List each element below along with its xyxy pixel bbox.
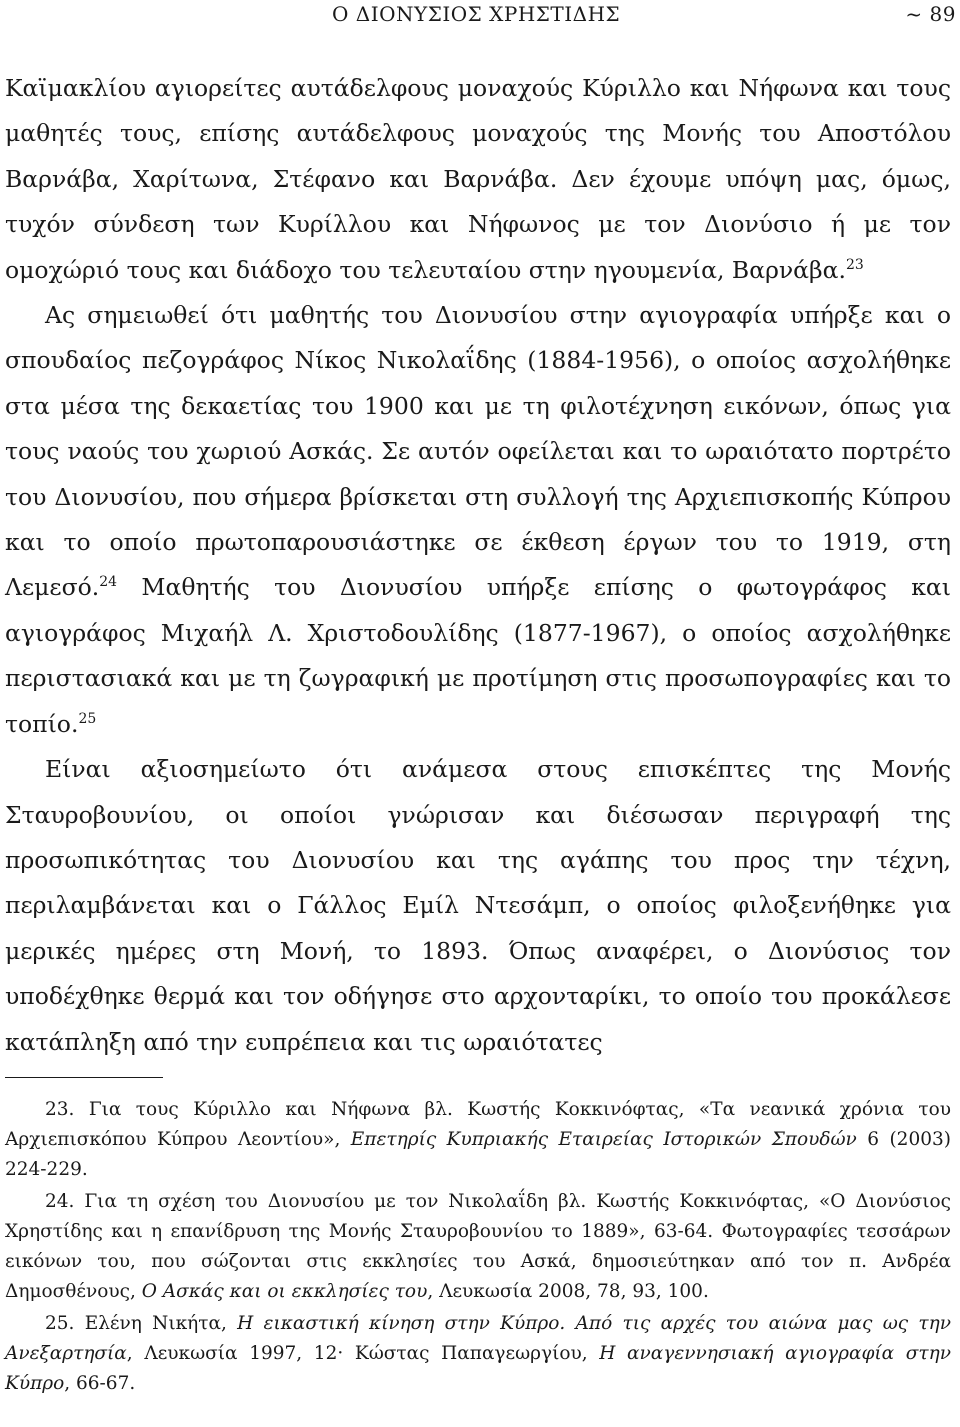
footnote-25-text-a: 25. Ελένη Νικήτα, bbox=[45, 1313, 238, 1334]
paragraph-1-text: Καϊμακλίου αγιορείτες αυτάδελφους μοναχούς Κύριλλο και Νήφωνα και τους μαθητές τους, επίσης αυτάδελφους μοναχούς της Μονής του Αποστόλου Βαρνάβα, Χαρίτωνα, Στέφανο και Βαρνάβα. Δεν έχουμε υπόψη μας, όμως, τυχόν σύνδεση των Κυρίλλου και Νήφωνος με τον Διονύσιο ή με τον ομοχώριό τους και διάδοχο του τελευταίου στην ηγουμενία, Βαρνάβα. bbox=[5, 74, 951, 284]
footnote-25-text-b: , Λευκωσία 1997, 12· Κώστας Παπαγεωργίου, bbox=[126, 1343, 600, 1364]
paragraph-2 bbox=[5, 293, 951, 747]
footnote-23-text-b: 6 (2003) 224-229. bbox=[5, 1129, 951, 1180]
paragraph-3-text: Είναι αξιοσημείωτο ότι ανάμεσα στους επισκέπτες της Μονής Σταυροβουνίου, οι οποίοι γνώρισαν και διέσωσαν περιγραφή της προσωπικότητας του Διονυσίου και της αγάπης του προς την τέχνη, περιλαμβάνεται και ο Γάλλος Εμίλ Ντεσάμπ, ο οποίος φιλοξενήθηκε για μερικές ημέρες στη Μονή, το 1893. Όπως αναφέρει, ο Διονύσιος τον υποδέχθηκε θερμά και τον οδήγησε στο αρχονταρίκι, το οποίο του προκάλεσε κατάπληξη από την ευπρέπεια και τις ωραιότατες bbox=[5, 755, 951, 1056]
running-title: Ο ΔΙΟΝΥΣΙΟΣ ΧΡΗΣΤΙΔΗΣ bbox=[332, 2, 621, 26]
footnote-separator bbox=[5, 1077, 163, 1078]
footnote-25-text-c: , 66-67. bbox=[64, 1373, 136, 1394]
paragraph-1 bbox=[5, 66, 951, 293]
footnote-24-text-b: , Λευκωσία 2008, 78, 93, 100. bbox=[427, 1281, 709, 1302]
body-text bbox=[5, 66, 951, 1065]
page-header bbox=[0, 2, 960, 32]
footnote-23-text-a: 23. Για τους Κύριλλο και Νήφωνα βλ. Κωστής Κοκκινόφτας, «Τα νεανικά χρόνια του Αρχιεπισκόπου Κύπρου Λεοντίου», bbox=[5, 1099, 951, 1150]
footnote-24-text-a: 24. Για τη σχέση του Διονυσίου με τον Νικολαΐδη βλ. Κωστής Κοκκινόφτας, «Ο Διονύσιος Χρηστίδης και η επανίδρυση της Μονής Σταυροβουνίου το 1889», 63-64. Φωτογραφίες τεσσάρων εικόνων του, που σώζονται στις εκκλησίες του Ασκά, δημοσιεύτηκαν από τον π. Ανδρέα Δημοσθένους, bbox=[5, 1191, 951, 1302]
footnote-24 bbox=[5, 1187, 951, 1307]
footnote-25 bbox=[5, 1309, 951, 1399]
paragraph-2-text-a: Ας σημειωθεί ότι μαθητής του Διονυσίου στην αγιογραφία υπήρξε και ο σπουδαίος πεζογράφος Νίκος Νικολαΐδης (1884-1956), ο οποίος ασχολήθηκε στα μέσα της δεκαετίας του 1900 και με τη φιλοτέχνηση εικόνων, όπως για τους ναούς του χωριού Ασκάς. Σε αυτόν οφείλεται και το ωραιότατο πορτρέτο του Διονυσίου, που σήμερα βρίσκεται στη συλλογή της Αρχιεπισκοπής Κύπρου και το οποίο πρωτοπαρουσιάστηκε σε έκθεση έργων του το 1919, στη Λεμεσό. bbox=[5, 301, 951, 602]
footnote-23 bbox=[5, 1095, 951, 1185]
footnote-24-book-title: Ο Ασκάς και οι εκκλησίες του bbox=[141, 1281, 428, 1302]
footnote-ref-25: 25 bbox=[78, 710, 97, 727]
footnotes bbox=[5, 1095, 951, 1399]
page-number: ~ 89 bbox=[905, 2, 956, 26]
footnote-ref-23: 23 bbox=[845, 256, 864, 273]
paragraph-3 bbox=[5, 747, 951, 1065]
footnote-ref-24: 24 bbox=[99, 574, 118, 591]
footnote-25-book-title-1: Η εικαστική κίνηση στην Κύπρο. Από τις αρχές του αιώνα μας ως την Ανεξαρτησία bbox=[5, 1313, 951, 1364]
footnote-25-book-title-2: Η αναγεννησιακή αγιογραφία στην Κύπρο bbox=[5, 1343, 951, 1394]
footnote-23-journal-title: Επετηρίς Κυπριακής Εταιρείας Ιστορικών Σπουδών bbox=[350, 1129, 857, 1150]
paragraph-2-text-b: Μαθητής του Διονυσίου υπήρξε επίσης ο φωτογράφος και αγιογράφος Μιχαήλ Λ. Χριστοδουλίδης (1877-1967), ο οποίος ασχολήθηκε περιστασιακά και με τη ζωγραφική με προτίμηση στις προσωπογραφίες και το τοπίο. bbox=[5, 573, 951, 738]
